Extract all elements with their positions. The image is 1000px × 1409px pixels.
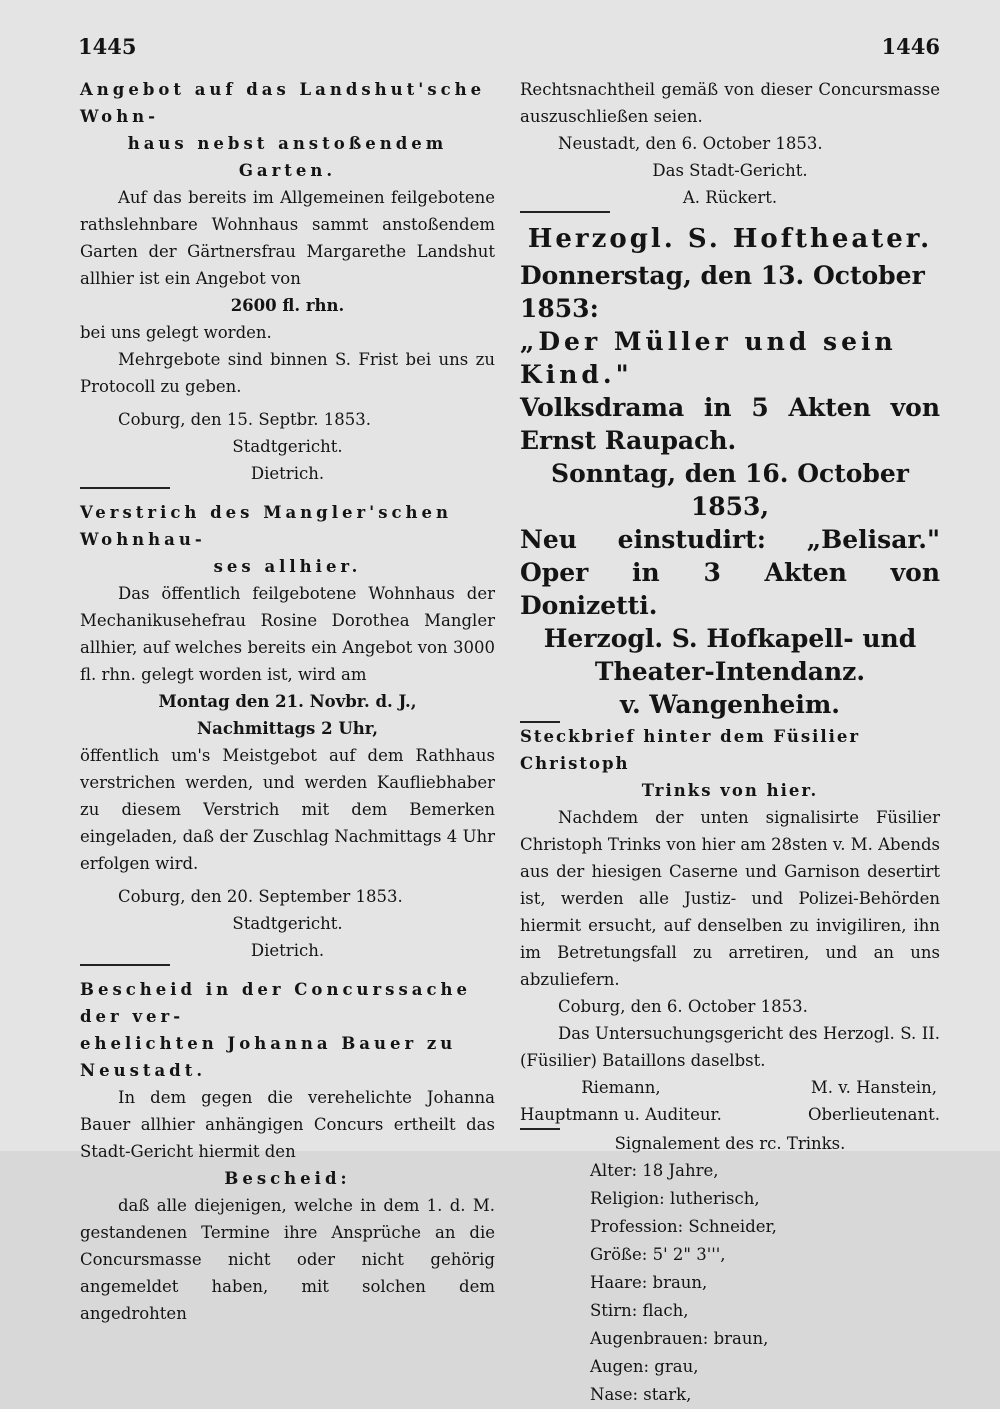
offer-amount: 2600 fl. rhn. [230, 296, 345, 315]
theater-announcement [520, 219, 940, 721]
signalement-item: Augen: grau, [590, 1357, 699, 1376]
notice-title: Angebot auf das Landshut'sche Wohn- [80, 80, 486, 126]
notice-body: Nachdem der unten signalisirte Füsilier Christoph Trinks von hier am 28sten v. M. Abends aus der hiesigen Caserne und Garnison desertirt ist, werden alle Justiz- und Polizei-Behörden hiermit ersucht, auf denselben zu invigiliren, ihn im Betretungsfall zu arretiren, und an uns abzuliefern. [520, 808, 940, 989]
place-date: Coburg, den 15. Septbr. 1853. [118, 410, 371, 429]
notice-body: Auf das bereits im Allgemeinen feilgebotene rathslehnbare Wohnhaus sammt anstoßendem Garten der Gärtnersfrau Margarethe Landshut allhier ist ein Angebot von [80, 188, 495, 288]
court-name: Das Stadt-Gericht. [652, 161, 808, 180]
notice-title: ehelichten Johanna Bauer zu Neustadt. [80, 1034, 457, 1080]
court-name: Das Untersuchungsgericht des Herzogl. S. II. (Füsilier) Bataillons daselbst. [520, 1024, 940, 1070]
notice-bauer-continued [520, 76, 940, 211]
notice-body: Das öffentlich feilgebotene Wohnhaus der Mechanikusehefrau Rosine Dorothea Mangler allhier, auf welches bereits ein Angebot von 3000 fl. rhn. gelegt worden ist, wird am [80, 584, 495, 684]
notice-title: Bescheid in der Concurssache der ver- [80, 980, 471, 1026]
performance-date: Sonntag, den 16. October 1853, [551, 459, 909, 521]
place-date: Neustadt, den 6. October 1853. [558, 134, 823, 153]
signalement-list [520, 1157, 940, 1409]
court-name: Stadtgericht. [232, 437, 343, 456]
signalement-item: Augenbrauen: braun, [590, 1329, 769, 1348]
signalement-item: Größe: 5' 2" 3''', [590, 1245, 726, 1264]
notice-title: Verstrich des Mangler'schen Wohnhau- [80, 503, 453, 549]
performance-title: „Der Müller und sein Kind." [520, 327, 897, 389]
signature-left [520, 1074, 722, 1128]
notice-body: bei uns gelegt worden. [80, 323, 272, 342]
notice-body: daß alle diejenigen, welche in dem 1. d. M. gestandenen Termine ihre Ansprüche an die Concursmasse nicht oder nicht gehörig angemeldet haben, mit solchen dem angedrohten [80, 1196, 495, 1323]
left-column [80, 76, 495, 1327]
page-number-left: 1445 [78, 34, 137, 59]
notice-heading: Bescheid: [224, 1169, 351, 1188]
notice-body: In dem gegen die verehelichte Johanna Bauer allhier anhängigen Concurs ertheilt das Stadt-Gericht hiermit den [80, 1088, 495, 1161]
notice-landshut [80, 76, 495, 487]
notice-title: haus nebst anstoßendem Garten. [127, 134, 448, 180]
signer-name: v. Wangenheim. [620, 690, 840, 719]
signalement-item: Stirn: flach, [590, 1301, 689, 1320]
auction-date: Montag den 21. Novbr. d. J., [158, 692, 417, 711]
court-name: Stadtgericht. [232, 914, 343, 933]
performance-date: Donnerstag, den 13. October 1853: [520, 261, 925, 323]
place-date: Coburg, den 20. September 1853. [118, 887, 403, 906]
signer-name: M. v. Hanstein, [810, 1078, 938, 1097]
signer-name: Riemann, [581, 1078, 661, 1097]
notice-mangler [80, 499, 495, 964]
signalement-item: Haare: braun, [590, 1273, 708, 1292]
theater-title: Herzogl. S. Hoftheater. [527, 224, 933, 254]
signalement-item: Religion: lutherisch, [590, 1189, 760, 1208]
signer-name: A. Rückert. [682, 188, 778, 207]
intendanz: Herzogl. S. Hofkapell- und Theater-Intendanz. [543, 624, 917, 686]
signalement-item: Nase: stark, [590, 1385, 692, 1404]
signatures [520, 1074, 940, 1128]
signalement-item: Alter: 18 Jahre, [590, 1161, 719, 1180]
auction-time: Nachmittags 2 Uhr, [197, 719, 378, 738]
signer-name: Dietrich. [250, 464, 325, 483]
place-date: Coburg, den 6. October 1853. [558, 997, 808, 1016]
notice-body: Rechtsnachtheil gemäß von dieser Concursmasse auszuschließen seien. [520, 80, 940, 126]
signature-right [808, 1074, 940, 1128]
signer-role: Oberlieutenant. [807, 1105, 940, 1124]
notice-body: Mehrgebote sind binnen S. Frist bei uns zu Protocoll zu geben. [80, 350, 495, 396]
notice-bauer [80, 976, 495, 1327]
notice-title: Trinks von hier. [641, 781, 819, 800]
page-number-right: 1446 [881, 34, 940, 59]
signalement-title: Signalement des rc. Trinks. [614, 1134, 846, 1153]
signer-name: Dietrich. [250, 941, 325, 960]
right-column [520, 76, 940, 1409]
signalement-item: Profession: Schneider, [590, 1217, 777, 1236]
notice-trinks [520, 723, 940, 1409]
notice-title: Steckbrief hinter dem Füsilier Christoph [520, 727, 861, 773]
notice-title: ses allhier. [213, 557, 362, 576]
performance-description: Neu einstudirt: „Belisar." Oper in 3 Akten von Donizetti. [520, 525, 940, 620]
performance-description: Volksdrama in 5 Akten von Ernst Raupach. [520, 393, 940, 455]
signer-role: Hauptmann u. Auditeur. [520, 1105, 722, 1124]
notice-body: öffentlich um's Meistgebot auf dem Rathhaus verstrichen werden, und werden Kaufliebhaber zu diesem Verstrich mit dem Bemerken eingeladen, daß der Zuschlag Nachmittags 4 Uhr erfolgen wird. [80, 746, 495, 873]
